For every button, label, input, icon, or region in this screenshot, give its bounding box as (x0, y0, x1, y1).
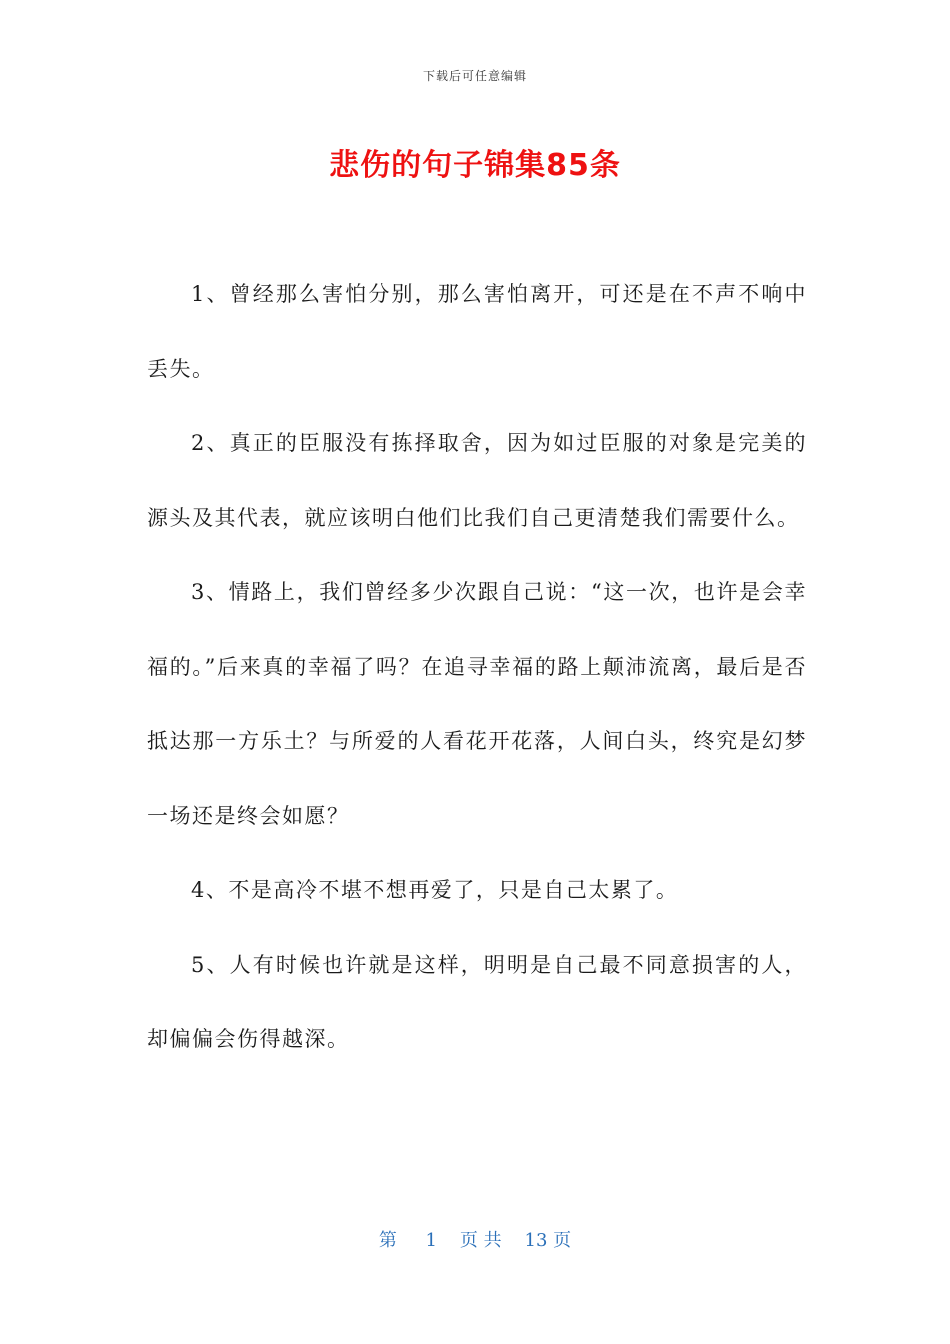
header-note: 下载后可任意编辑 (422, 69, 527, 83)
document-title: 悲伤的句子锦集85条 (329, 148, 621, 183)
footer-total-pages: 13 (524, 1230, 548, 1251)
paragraph-1: 1、曾经那么害怕分别，那么害怕离开，可还是在不声不响中丢失。 (147, 282, 807, 381)
paragraph-5: 5、人有时候也许就是这样，明明是自己最不同意损害的人，却偏偏会伤得越深。 (147, 952, 807, 1051)
paragraph-3: 3、情路上，我们曾经多少次跟自己说：“这一次，也许是会幸福的。”后来真的幸福了吗？在追寻幸福的路上颠沛流离，最后是否抵达那一方乐土？与所爱的人看花开花落，人间白头，终究是幻梦一场还是终会如愿？ (147, 580, 807, 828)
paragraph-2: 2、真正的臣服没有拣择取舍，因为如过臣服的对象是完美的源头及其代表，就应该明白他们比我们自己更清楚我们需要什么。 (147, 431, 807, 530)
document-body (147, 257, 807, 1077)
paragraph-4: 4、不是高冷不堪不想再爱了，只是自己太累了。 (191, 878, 679, 902)
footer-current-page: 1 (425, 1230, 437, 1251)
footer-middle: 页 共 (459, 1230, 502, 1251)
footer-prefix: 第 (378, 1230, 397, 1251)
page-number-footer (0, 1226, 950, 1252)
footer-suffix: 页 (553, 1230, 572, 1251)
